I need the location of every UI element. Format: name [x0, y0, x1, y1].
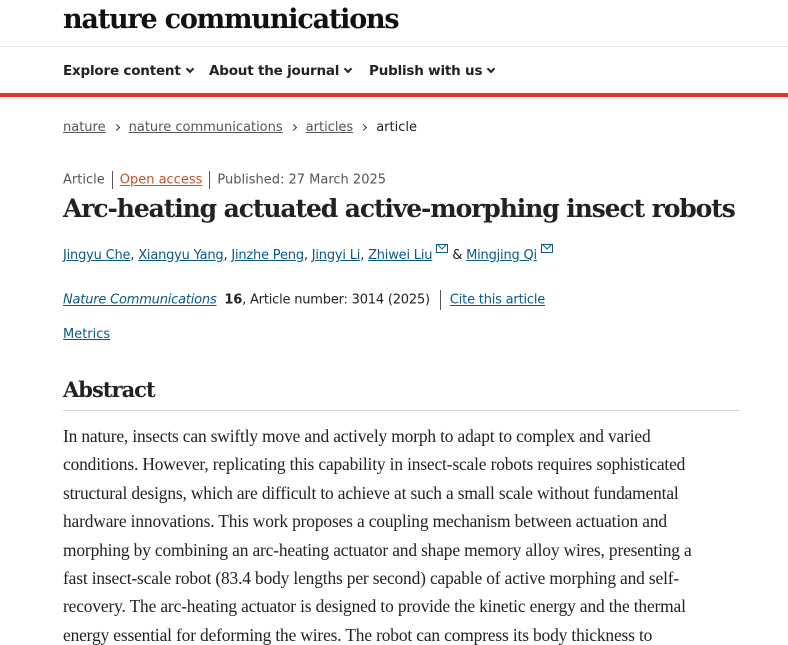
- abstract-line: structural designs, which are difficult to achieve at such a small scale without fundamental: [63, 482, 679, 503]
- abstract-line: In nature, insects can swiftly move and actively morph to adapt to complex and varied: [63, 426, 651, 446]
- nav-publish-with-us[interactable]: [369, 63, 494, 79]
- divider: [209, 171, 210, 189]
- separator: ,: [360, 248, 369, 263]
- chevron-down-icon: [487, 65, 495, 73]
- chevron-right-icon: [113, 124, 120, 131]
- chevron-down-icon: [185, 65, 193, 73]
- abstract-line: hardware innovations. This work proposes a coupling mechanism between actuation and: [63, 511, 667, 532]
- author-link[interactable]: Jingyi Li: [311, 248, 361, 263]
- author-link[interactable]: Jinzhe Peng: [231, 248, 304, 263]
- metrics-link[interactable]: Metrics: [63, 327, 111, 342]
- abstract-line: energy essential for deforming the wires. The robot can compress its body thickness to: [63, 624, 653, 645]
- breadcrumb: [63, 120, 417, 135]
- nav-label: Explore content: [63, 63, 181, 79]
- abstract-line: morphing by combining an arc-heating actuator and shape memory alloy wires, presenting a: [63, 539, 692, 560]
- volume: 16: [224, 292, 243, 308]
- chevron-right-icon: [290, 124, 297, 131]
- abstract-body: [63, 422, 743, 645]
- cite-this-article-link[interactable]: Cite this article: [449, 292, 546, 308]
- main-nav: [0, 47, 788, 97]
- citation-details: , Article number: 3014 (2025): [242, 292, 430, 308]
- nav-about-journal[interactable]: [209, 63, 351, 79]
- article-meta: [63, 171, 386, 189]
- abstract-line: recovery. The arc-heating actuator is designed to provide the kinetic energy and the thermal: [63, 596, 686, 617]
- author-link[interactable]: Jingyu Che: [63, 248, 131, 263]
- breadcrumb-current: article: [376, 120, 417, 135]
- separator: &: [448, 248, 467, 263]
- journal-logo[interactable]: nature communications: [63, 4, 399, 35]
- open-access-link[interactable]: Open access: [119, 172, 203, 188]
- mail-icon[interactable]: [436, 244, 448, 253]
- breadcrumb-nature-communications[interactable]: nature communications: [128, 120, 283, 135]
- published-date: Published: 27 March 2025: [217, 172, 387, 188]
- author-link[interactable]: Zhiwei Liu: [368, 248, 433, 263]
- abstract-heading: Abstract: [63, 377, 740, 411]
- site-header: [0, 0, 788, 47]
- nav-label: Publish with us: [369, 63, 483, 79]
- divider: [112, 171, 113, 189]
- separator: ,: [303, 248, 312, 263]
- author-link[interactable]: Xiangyu Yang: [138, 248, 224, 263]
- chevron-down-icon: [344, 65, 352, 73]
- journal-link[interactable]: Nature Communications: [63, 292, 217, 308]
- abstract-line: fast insect-scale robot (83.4 body lengths per second) capable of active morphing and self-: [63, 568, 680, 589]
- author-list: [63, 248, 553, 263]
- abstract-line: conditions. However, replicating this capability in insect-scale robots requires sophisticated: [63, 454, 686, 475]
- separator: ,: [130, 248, 139, 263]
- breadcrumb-articles[interactable]: articles: [305, 120, 354, 135]
- article-title: Arc-heating actuated active-morphing insect robots: [63, 194, 735, 223]
- article-type: Article: [63, 172, 105, 188]
- mail-icon[interactable]: [541, 244, 553, 253]
- nav-label: About the journal: [209, 63, 340, 79]
- divider: [440, 290, 441, 310]
- citation-line: [63, 290, 545, 310]
- author-link[interactable]: Mingjing Qi: [466, 248, 537, 263]
- breadcrumb-nature[interactable]: nature: [63, 120, 106, 135]
- separator: ,: [223, 248, 232, 263]
- chevron-right-icon: [360, 124, 367, 131]
- nav-explore-content[interactable]: [63, 63, 193, 79]
